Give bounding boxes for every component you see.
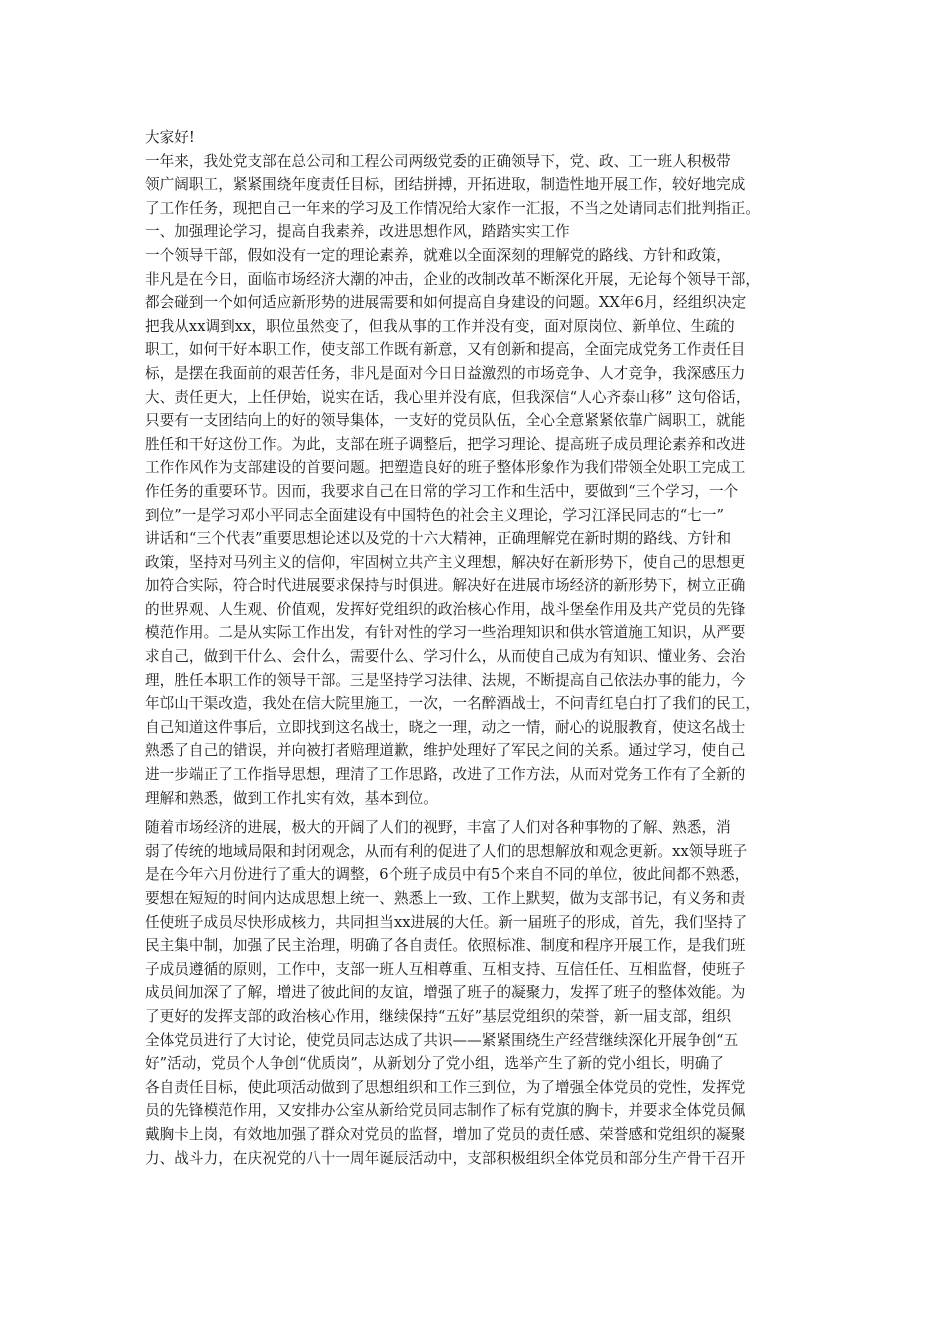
text-line: 弱了传统的地域局限和封闭观念，从而有利的促进了人们的思想解放和观念更新。xx领导班子 xyxy=(145,842,748,860)
text-line: 工作作风作为支部建设的首要问题。把塑造良好的班子整体形象作为我们带领全处职工完成工 xyxy=(145,459,746,477)
text-line: 各自责任目标，使此项活动做到了思想组织和工作三到位，为了增强全体党员的党性，发挥党 xyxy=(145,1078,746,1096)
paragraph-body-1 xyxy=(145,244,805,810)
text-line: 要想在短短的时间内达成思想上统一、熟悉上一致、工作上默契，做为支部书记，有义务和责 xyxy=(145,890,746,907)
text-line: 了工作任务，现把自己一年来的学习及工作情况给大家作一汇报，不当之处请同志们批判指正。 xyxy=(145,199,761,217)
text-line: 成员间加深了了解，增进了彼此间的友谊，增强了班子的凝聚力，发挥了班子的整体效能。为 xyxy=(145,984,746,1002)
text-line: 的世界观、人生观、价值观，发挥好党组织的政治核心作用，战斗堡垒作用及共产党员的先锋 xyxy=(145,600,746,618)
text-line: 了更好的发挥支部的政治核心作用，继续保持“五好”基层党组织的荣誉，新一届支部，组织 xyxy=(145,1007,732,1025)
text-line: 戴胸卡上岗，有效地加强了群众对党员的监督，增加了党员的责任感、荣誉感和党组织的凝聚 xyxy=(145,1125,746,1143)
text-line: 理，胜任本职工作的领导干部。三是坚持学习法律、法规，不断提高自己依法办事的能力，今 xyxy=(145,671,746,689)
text-line: 理解和熟悉，做到工作扎实有效，基本到位。 xyxy=(145,789,438,807)
text-line: 年邙山干渠改造，我处在信大院里施工，一次，一名醉酒战士，不问青红皂白打了我们的民工， xyxy=(145,695,761,713)
text-line: 随着市场经济的进展，极大的开阔了人们的视野，丰富了人们对各种事物的了解、熟悉，消 xyxy=(145,819,731,837)
text-line: 熟悉了自己的错误，并向被打者赔理道歉，维护处理好了军民之间的关系。通过学习，使自己 xyxy=(145,742,746,760)
text-line: 是在今年六月份进行了重大的调整，6个班子成员中有5个来自不同的单位，彼此间都不熟悉， xyxy=(145,866,750,884)
text-line: 胜任和干好这份工作。为此，支部在班子调整后，把学习理论、提高班子成员理论素养和改进 xyxy=(145,435,746,453)
text-line: 全体党员进行了大讨论，使党员同志达成了共识——紧紧围绕生产经营继续深化开展争创“五 xyxy=(145,1031,739,1049)
text-line: 把我从xx调到xx，职位虽然变了，但我从事的工作并没有变，面对原岗位、新单位、生疏的 xyxy=(145,317,735,335)
paragraph-intro xyxy=(145,150,805,221)
text-line: 都会碰到一个如何适应新形势的进展需要和如何提高自身建设的问题。XX年6月，经组织决定 xyxy=(145,294,747,312)
text-line: 任使班子成员尽快形成核力，共同担当xx进展的大任。新一届班子的形成，首先，我们坚持了 xyxy=(145,913,748,931)
text-line: 讲话和“三个代表”重要思想论述以及党的十六大精神，正确理解党在新时期的路线、方针和 xyxy=(145,530,732,548)
text-line: 求自己，做到干什么、会什么，需要什么、学习什么，从而使自己成为有知识、懂业务、会治 xyxy=(145,648,746,666)
text-line: 力、战斗力，在庆祝党的八十一周年诞辰活动中，支部积极组织全体党员和部分生产骨干召开 xyxy=(145,1149,746,1167)
text-line: 民主集中制，加强了民主治理，明确了各自责任。依照标准、制度和程序开展工作，是我们班 xyxy=(145,937,746,955)
text-line: 加符合实际，符合时代进展要求保持与时俱进。解决好在进展市场经济的新形势下，树立正确 xyxy=(145,577,746,595)
document-page xyxy=(145,126,805,1170)
text-line: 一年来，我处党支部在总公司和工程公司两级党委的正确领导下，党、政、工一班人积极带 xyxy=(145,152,731,170)
text-line: 作任务的重要环节。因而，我要求自己在日常的学习工作和生活中，要做到“三个学习，一个 xyxy=(145,482,739,500)
section-heading xyxy=(145,220,805,244)
text-line: 标，是摆在我面前的艰苦任务，非凡是面对今日日益激烈的市场竞争、人才竞争，我深感压力 xyxy=(145,364,746,382)
text-line: 职工，如何干好本职工作，使支部工作既有新意，又有创新和提高，全面完成党务工作责任目 xyxy=(145,341,746,359)
text-line: 领广阔职工，紧紧围绕年度责任目标，团结拼搏，开拓进取，制造性地开展工作，较好地完成 xyxy=(145,176,746,194)
text-line: 一个领导干部，假如没有一定的理论素养，就难以全面深刻的理解党的路线、方针和政策， xyxy=(145,246,731,264)
text-line: 自己知道这件事后，立即找到这名战士，晓之一理，动之一情，耐心的说服教育，使这名战士 xyxy=(145,718,746,736)
paragraph-greeting xyxy=(145,126,805,150)
text-line: 好”活动，党员个人争创“优质岗”，从新划分了党小组，选举产生了新的党小组长，明确了 xyxy=(145,1055,724,1073)
text-line: 进一步端正了工作指导思想，理清了工作思路，改进了工作方法，从而对党务工作有了全新的 xyxy=(145,766,746,784)
text-line: 只要有一支团结向上的好的领导集体，一支好的党员队伍，全心全意紧紧依靠广阔职工，就能 xyxy=(145,412,746,430)
paragraph-body-2 xyxy=(145,816,805,1170)
text-line: 政策，坚持对马列主义的信仰，牢固树立共产主义理想，解决好在新形势下，使自己的思想更 xyxy=(145,553,746,571)
text-line: 到位”一是学习邓小平同志全面建设有中国特色的社会主义理论，学习江泽民同志的“七一” xyxy=(145,506,724,524)
text-line: 员的先锋模范作用，又安排办公室从新给党员同志制作了标有党旗的胸卡，并要求全体党员佩 xyxy=(145,1102,746,1120)
text-line: 非凡是在今日，面临市场经济大潮的冲击，企业的改制改革不断深化开展，无论每个领导干部， xyxy=(145,270,761,288)
text-line: 大、责任更大，上任伊始，说实在话，我心里并没有底，但我深信“人心齐泰山移” 这句俗话， xyxy=(145,388,751,406)
text-line: 子成员遵循的原则，工作中，支部一班人互相尊重、互相支持、互信任任、互相监督，使班子 xyxy=(145,960,746,978)
text-line: 大家好! xyxy=(145,129,195,146)
text-line: 模范作用。二是从实际工作出发，有针对性的学习一些治理知识和供水管道施工知识，从严要 xyxy=(145,624,746,642)
heading-line: 一、加强理论学习，提高自我素养，改进思想作风，踏踏实实工作 xyxy=(145,223,570,241)
